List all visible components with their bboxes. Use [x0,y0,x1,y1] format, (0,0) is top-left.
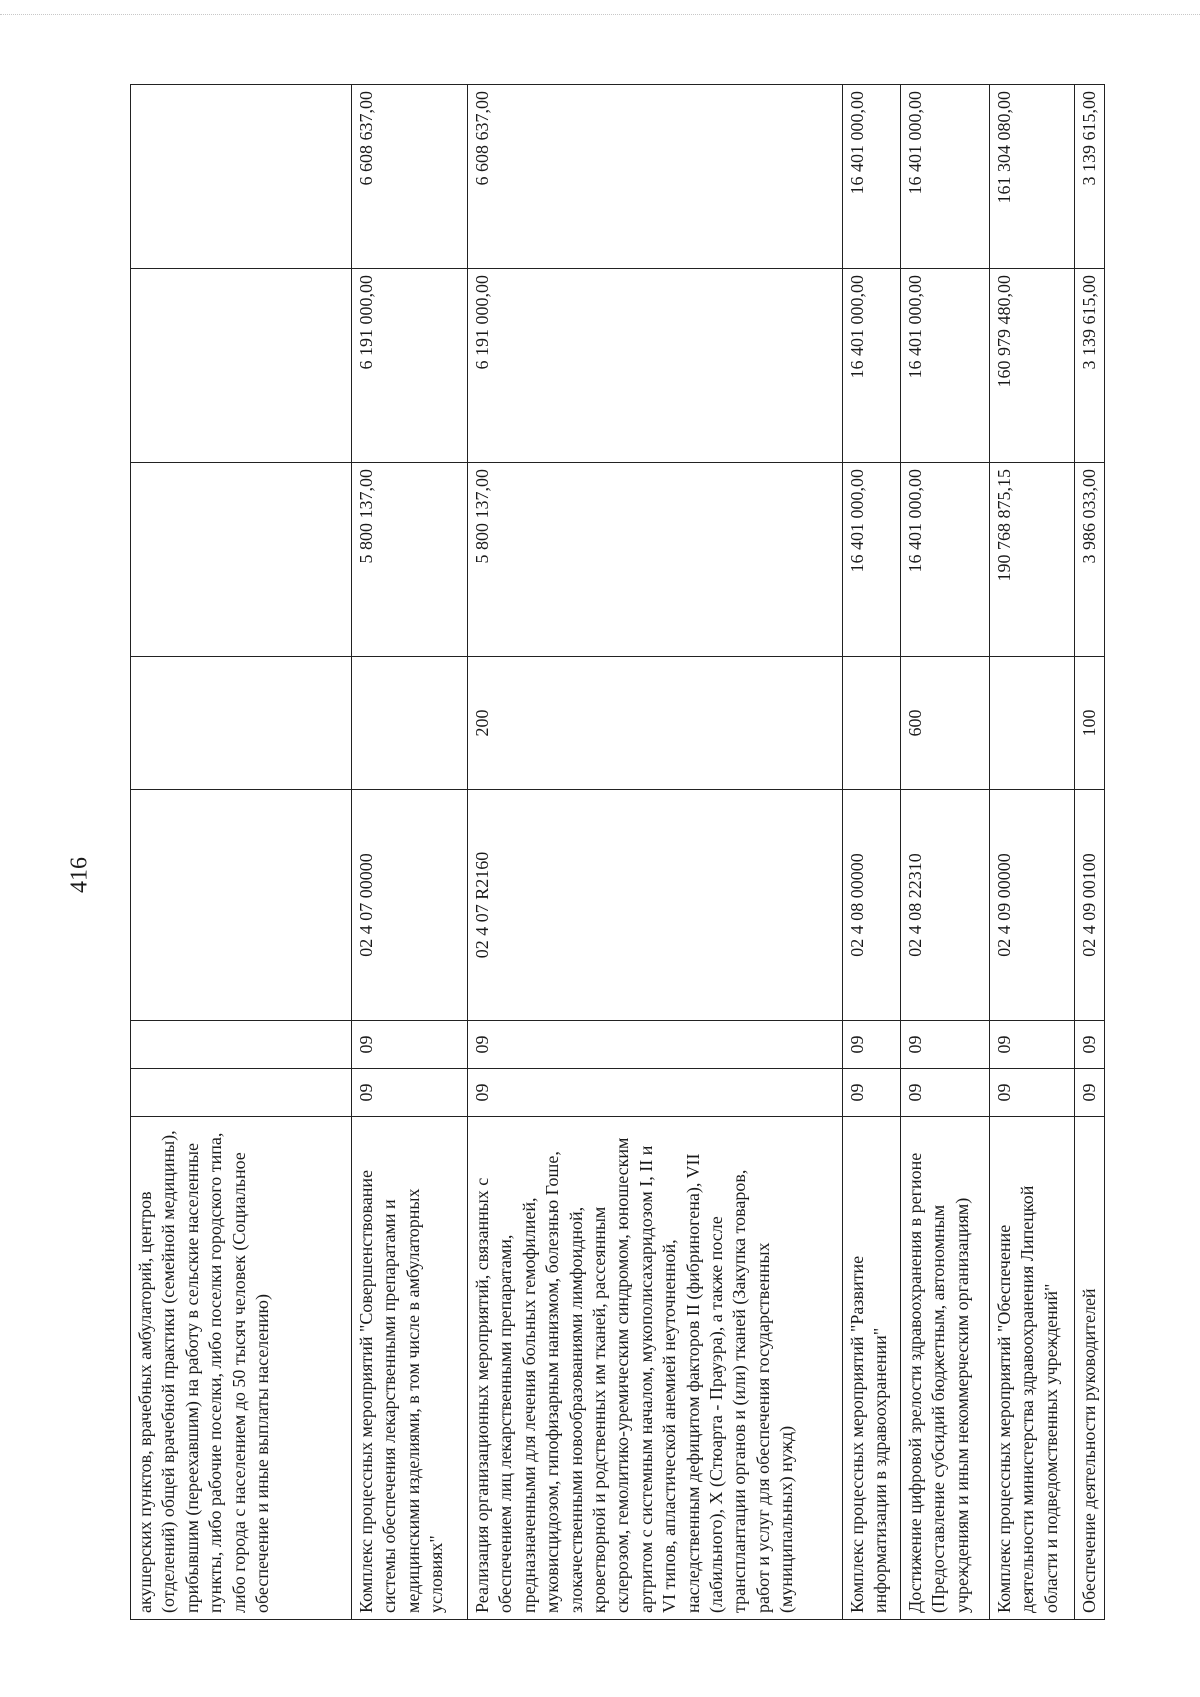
expense-type [352,657,468,790]
row-name: Обеспечение деятельности руководителей [1075,1117,1105,1620]
table-row [1075,85,1105,1620]
row-name: акушерских пунктов, врачебных амбулаторий, центров (отделений) общей врачебной практики (семейной медицины), прибывшим (переехавшим) на работу в сельские населенные пункты, либо рабочие поселки, либо поселки городского типа, либо города с населением до 50 тысяч человек (Социальное обеспечение и иные выплаты населению) [131,1117,352,1620]
target-article [131,790,352,1021]
amount-year-1: 3 986 033,00 [1075,463,1105,657]
section-code: 09 [1075,1021,1105,1069]
amount-year-1: 5 800 137,00 [468,463,843,657]
amount-year-2: 160 979 480,00 [990,269,1075,463]
expense-type [990,657,1075,790]
ministry-code: 09 [1075,1069,1105,1117]
amount-year-1: 5 800 137,00 [352,463,468,657]
table-row [901,85,990,1620]
expense-type: 600 [901,657,990,790]
row-name: Комплекс процессных мероприятий "Развитие информатизации в здравоохранении" [843,1117,901,1620]
expense-type: 100 [1075,657,1105,790]
table-row [468,85,843,1620]
table-row [990,85,1075,1620]
row-name: Реализация организационных мероприятий, связанных с обеспечением лиц лекарственными препаратами, предназначенными для лечения больных гемофилией, муковисцидозом, гипофизарным нанизмом, болезнью Гоше, злокачественными новообразованиями лимфоидной, кроветворной и родственных им тканей, рассеянным склерозом, гемолитико-уремическим синдромом, юношеским артритом с системным началом, мукополисахаридозом I, II и VI типов, апластической анемией неуточненной, наследственным дефицитом факторов II (фибриногена), VII (лабильного), X (Стюарта - Прауэра), а также после трансплантации органов и (или) тканей (Закупка товаров, работ и услуг для обеспечения государственных (муниципальных) нужд) [468,1117,843,1620]
target-article: 02 4 08 22310 [901,790,990,1021]
amount-year-3: 16 401 000,00 [901,85,990,269]
ministry-code: 09 [843,1069,901,1117]
page-number: 416 [66,857,93,893]
amount-year-2: 6 191 000,00 [468,269,843,463]
section-code: 09 [352,1021,468,1069]
amount-year-3: 16 401 000,00 [843,85,901,269]
table-row [352,85,468,1620]
section-code: 09 [468,1021,843,1069]
amount-year-2: 6 191 000,00 [352,269,468,463]
amount-year-2: 3 139 615,00 [1075,269,1105,463]
amount-year-1 [131,463,352,657]
section-code [131,1021,352,1069]
amount-year-1: 16 401 000,00 [901,463,990,657]
amount-year-1: 190 768 875,15 [990,463,1075,657]
expense-type [843,657,901,790]
ministry-code [131,1069,352,1117]
target-article: 02 4 07 R2160 [468,790,843,1021]
scan-edge-line [0,14,1200,15]
row-name: Комплекс процессных мероприятий "Совершенствование системы обеспечения лекарственными препаратами и медицинскими изделиями, в том числе в амбулаторных условиях" [352,1117,468,1620]
budget-table [130,84,1105,1620]
expense-type: 200 [468,657,843,790]
amount-year-3: 3 139 615,00 [1075,85,1105,269]
amount-year-2 [131,269,352,463]
table-row [843,85,901,1620]
target-article: 02 4 09 00000 [990,790,1075,1021]
amount-year-2: 16 401 000,00 [843,269,901,463]
target-article: 02 4 07 00000 [352,790,468,1021]
target-article: 02 4 08 00000 [843,790,901,1021]
amount-year-1: 16 401 000,00 [843,463,901,657]
amount-year-3: 161 304 080,00 [990,85,1075,269]
ministry-code: 09 [990,1069,1075,1117]
amount-year-2: 16 401 000,00 [901,269,990,463]
ministry-code: 09 [901,1069,990,1117]
expense-type [131,657,352,790]
table-row [131,85,352,1620]
ministry-code: 09 [468,1069,843,1117]
section-code: 09 [901,1021,990,1069]
target-article: 02 4 09 00100 [1075,790,1105,1021]
row-name: Комплекс процессных мероприятий "Обеспечение деятельности министерства здравоохранения Липецкой области и подведомственных учреждений" [990,1117,1075,1620]
rotated-table-container [130,85,1100,1620]
amount-year-3 [131,85,352,269]
section-code: 09 [843,1021,901,1069]
ministry-code: 09 [352,1069,468,1117]
amount-year-3: 6 608 637,00 [352,85,468,269]
section-code: 09 [990,1021,1075,1069]
row-name: Достижение цифровой зрелости здравоохранения в регионе (Предоставление субсидий бюджетным, автономным учреждениям и иным некоммерческим организациям) [901,1117,990,1620]
amount-year-3: 6 608 637,00 [468,85,843,269]
